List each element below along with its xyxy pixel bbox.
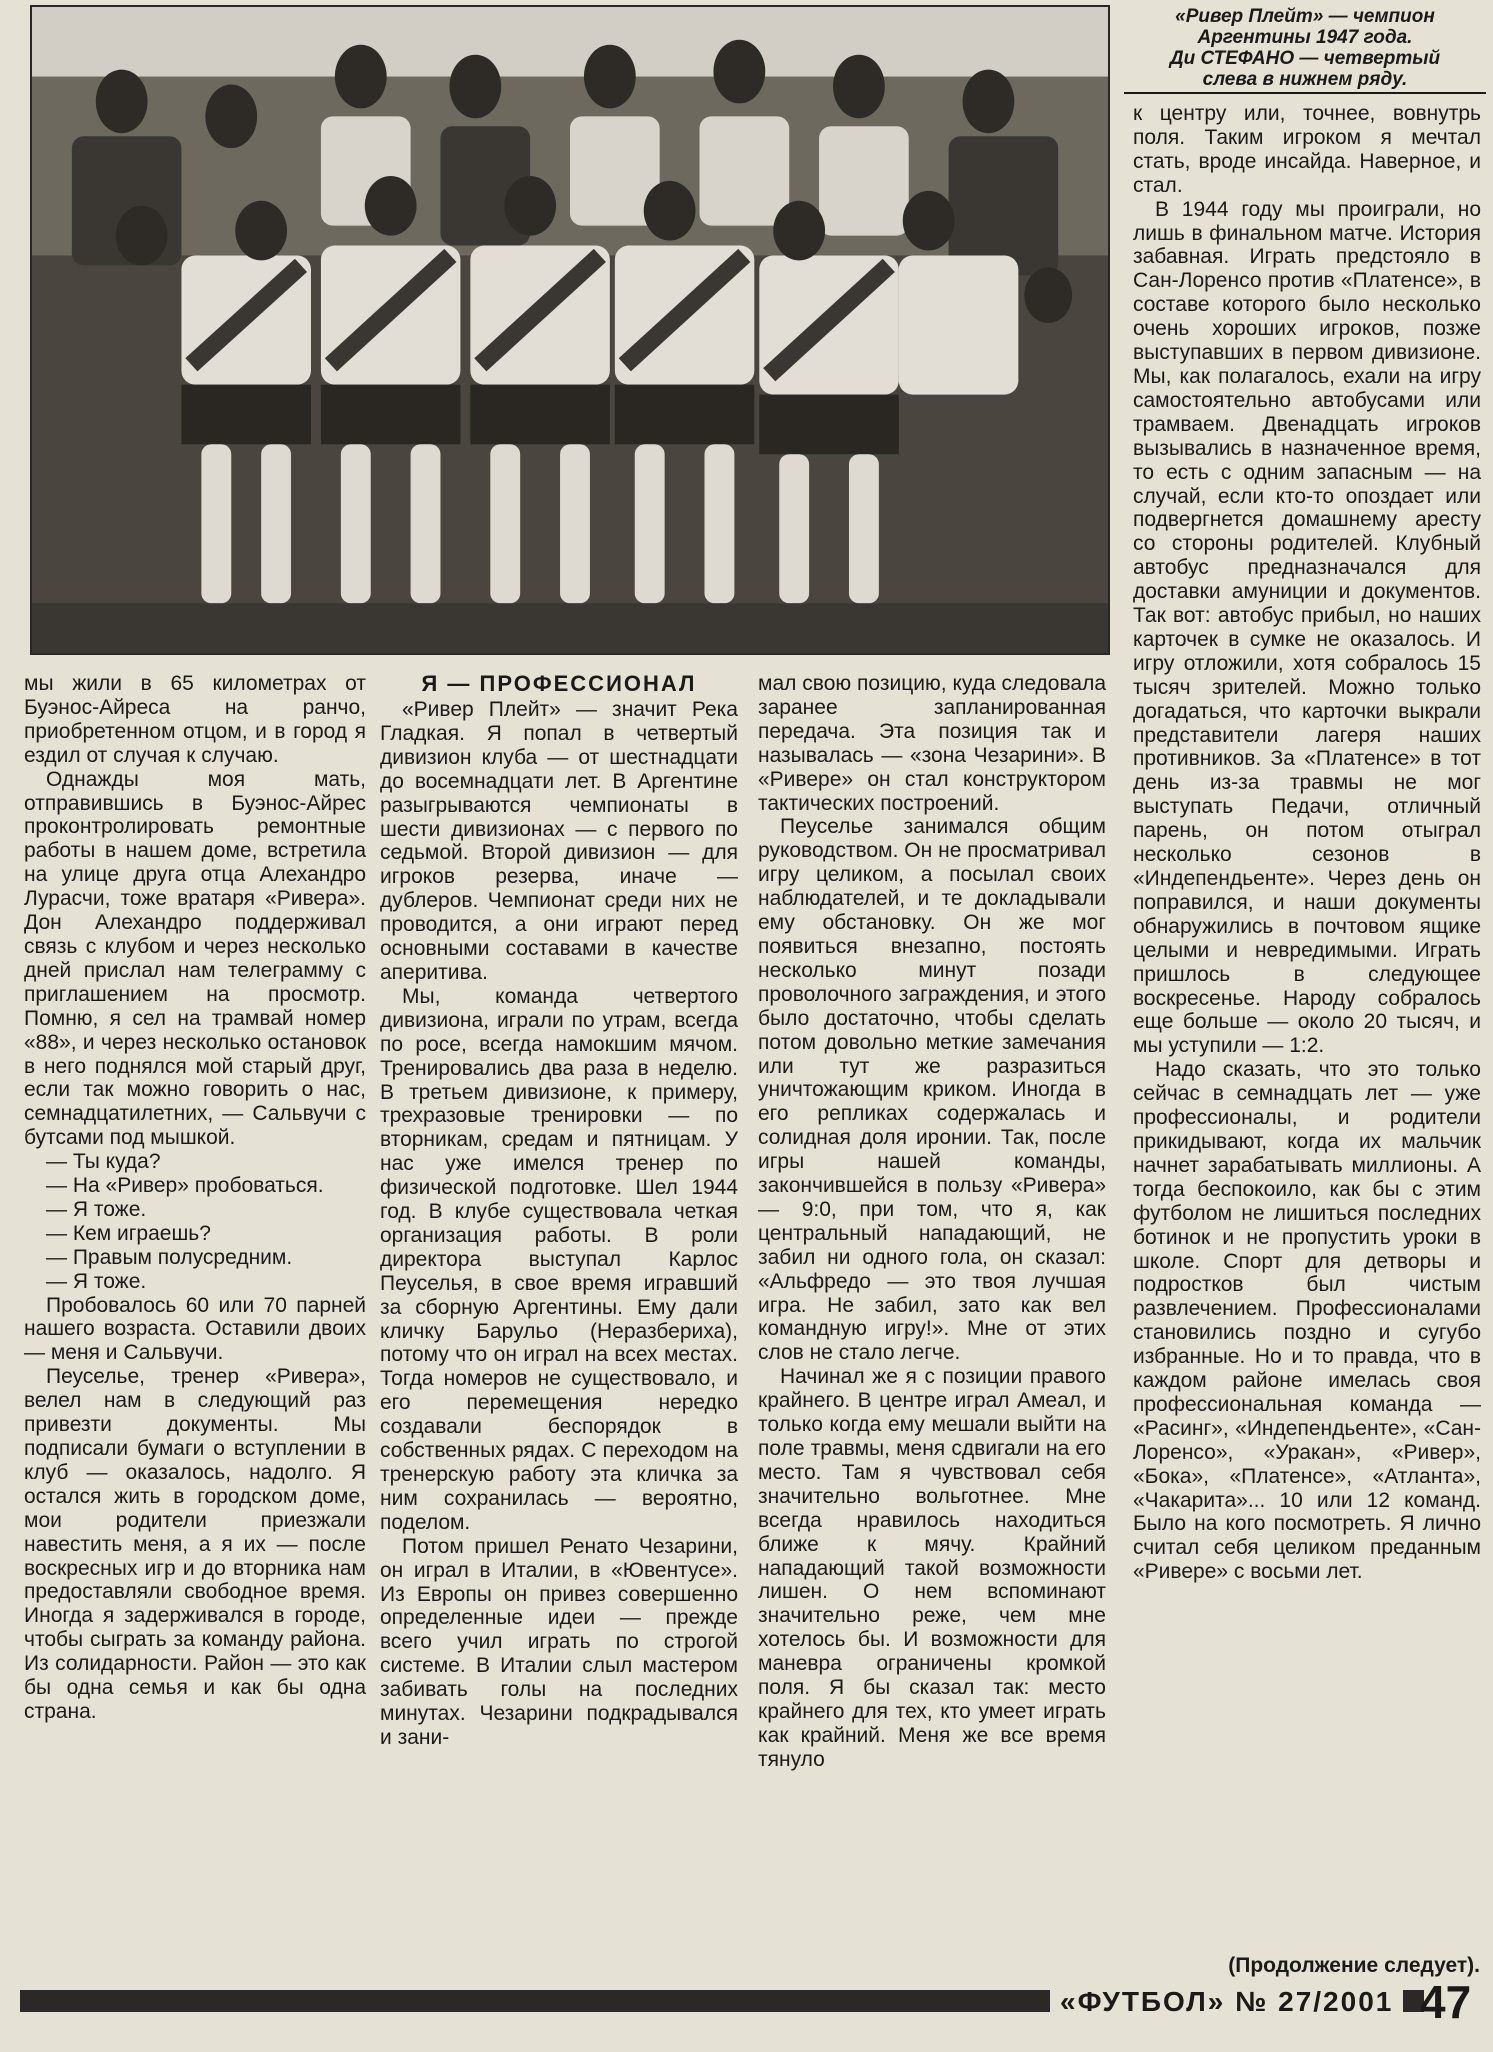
paragraph: мал свою позицию, куда следовала заранее запланированная передача. Эта позиция так и называлась — «зона Чезарини». В «Ривере» он стал конструктором тактических построений. [758,672,1106,815]
caption-line: слева в нижнем ряду. [1202,69,1408,90]
paragraph: мы жили в 65 километрах от Буэнос-Айреса на ранчо, приобретенном отцом, и в город я ездил от случая к случаю. [24,672,366,767]
caption-line: «Ривер Плейт» — чемпион [1175,6,1435,27]
caption-line: Аргентины 1947 года. [1197,27,1413,48]
magazine-issue: «ФУТБОЛ» № 27/2001 [1050,1988,1403,2016]
section-heading: Я — ПРОФЕССИОНАЛ [421,671,697,696]
page-number: 47 [1420,1976,1472,2028]
paragraph: Пеусельe, тренер «Ривера», велел нам в следующий раз привезти документы. Мы подписали бумаги о вступлении в клуб — оказалось, надолго. Я остался жить в городском доме, мои родители приезжали навестить меня, а я их — после воскресных игр и до вторника нам предоставляли свободное время. Иногда я задерживался в городе, чтобы сыграть за команду района. Из солидарности. Район — это как бы одна семья и как бы одна страна. [24,1365,366,1723]
article-column-4 [1133,102,1481,1584]
paragraph: Начинал же я с позиции правого крайнего. В центре играл Амеал, и только когда ему мешали выйти на поле травмы, меня сдвигали на его место. Там я чувствовал себя значительно вольготнее. Мне всегда нравилось находиться ближе к мячу. Крайний нападающий такой возможности лишен. О нем вспоминают значительно реже, чем мне хотелось бы. И возможности для маневра ограничены кромкой поля. Я бы сказал так: место крайнего для тех, кто умеет играть как крайний. Меня же все время тянуло [758,1365,1106,1771]
dialogue-line: — Я тоже. [46,1269,147,1293]
team-photo-image [32,7,1108,653]
photo-caption [1130,6,1480,90]
paragraph: «Ривер Плейт» — значит Река Гладкая. Я попал в четвертый дивизион клуба — от шестнадцати до восемнадцати лет. В Аргентине разыгрываются чемпионаты в шести дивизионах — с первого по седьмой. Второй дивизион — для игроков резерва, иначе — дублеров. Чемпионат среди них не проводится, а они играют перед основными составами в качестве аперитива. [380,698,738,984]
article-column-3 [758,672,1106,1772]
paragraph: Мы, команда четвертого дивизиона, играли по утрам, всегда по росе, всегда намокшим мячом. Тренировались два раза в неделю. В третьем дивизионе, к примеру, трехразовые тренировки — по вторникам, средам и пятницам. У нас уже имелся тренер по физической подготовке. Шел 1944 год. В клубе существовала четкая организация работы. В роли директора выступал Карлос Пеуселья, в свое время игравший за сборную Аргентины. Ему дали кличку Барульо (Неразбериха), потому что он играл на всех местах. Тогда номеров не существовало, и его перемещения нередко создавали беспорядок в собственных рядах. С переходом на тренерскую работу эта кличка за ним сохранилась — вероятно, поделом. [380,984,738,1534]
team-photo [30,5,1110,655]
paragraph: В 1944 году мы проиграли, но лишь в финальном матче. История забавная. Играть предстояло в Сан-Лоренсо против «Платенсе», в составе которого было несколько очень хороших игроков, позже выступавших в первом дивизионе. Мы, как полагалось, ехали на игру самостоятельно автобусами или трамваем. Двенадцать игроков вызывались в назначенное время, то есть с одним запасным — на случай, если кто-то опоздает или подвергнется домашнему аресту со стороны родителей. Клубный автобус предназначался для доставки амуниции и документов. Так вот: автобус прибыл, но наших карточек в сумке не оказалось. И игру отложили, хотя собралось 15 тысяч зрителей. Можно только догадаться, что карточки выкрали представители лагеря наших противников. За «Платенсе» в тот день из-за травмы не мог выступать Педачи, отличный парень, он потом отыграл несколько сезонов в «Индепендьенте». Через день он поправился, и наши документы обнаружились в почтовом ящике целыми и невредимыми. Играть пришлось в следующее воскресенье. Народу собралось еще больше — около 20 тысяч, и мы уступили — 1:2. [1133,197,1481,1058]
dialogue-line: — На «Ривер» пробоваться. [46,1174,324,1198]
paragraph: Пеуселье занимался общим руководством. Он не просматривал игру целиком, а посылал своих наблюдателей, и те докладывали ему обстановку. Он же мог появиться внезапно, постоять несколько минут позади проволочного заграждения, и этого было достаточно, чтобы сделать потом довольно меткие замечания или тут же разразиться уничтожающим криком. Иногда в его репликах содержалась и солидная доля иронии. Так, после игры нашей команды, закончившейся в пользу «Ривера» — 9:0, при том, что я, как центральный нападающий, не забил ни одного гола, он сказал: «Альфредо — это твоя лучшая игра. Не забил, зато как вел командную игру!». Мне от этих слов не стало легче. [758,815,1106,1365]
paragraph: Пробовалось 60 или 70 парней нашего возраста. Оставили двоих — меня и Сальвучи. [24,1293,366,1365]
dialogue-line: — Правым полусредним. [46,1245,293,1269]
dialogue-line: — Я тоже. [46,1197,147,1221]
paragraph: к центру или, точнее, вовнутрь поля. Таким игроком я мечтал стать, вроде инсайда. Наверное, и стал. [1133,102,1481,197]
caption-line: Ди СТЕФАНО — четвертый [1169,48,1441,69]
caption-divider [1124,92,1486,94]
article-column-1 [24,672,366,1724]
dialogue-line: — Ты куда? [46,1150,161,1174]
paragraph: Однажды моя мать, отправившись в Буэнос-Айрес проконтролировать ремонтные работы в нашем доме, встретила на улице друга отца Алехандро Лурасчи, тоже вратаря «Ривера». Дон Алехандро поддерживал связь с клубом и через несколько дней прислал нам телеграмму с приглашением на просмотр. Помню, я сел на трамвай номер «88», и через несколько остановок в него поднялся мой старый друг, если так можно говорить о нас, семнадцатилетних, — Сальвучи с бутсами под мышкой. [24,767,366,1150]
paragraph: Потом пришел Ренато Чезарини, он играл в Италии, в «Ювентусе». Из Европы он привез совершенно определенные идеи — прежде всего учил играть по строгой системе. В Италии слыл мастером забивать голы на последних минутах. Чезарини подкрадывался и зани- [380,1534,738,1749]
dialogue-line: — Кем играешь? [46,1221,211,1245]
article-column-2 [380,672,738,1750]
continued-note: (Продолжение следует). [1228,1954,1480,1977]
paragraph: Надо сказать, что это только сейчас в семнадцать лет — уже профессионалы, и родители прикидывают, когда их мальчик начнет зарабатывать миллионы. А тогда беспокоило, как бы с этим футболом не лишиться последних ботинок и не пропустить уроки в школе. Спорт для детворы и подростков был чистым развлечением. Профессионалами становились поздно и сугубо избранные. Но и то правда, что в каждом районе имелась своя профессиональная команда — «Расинг», «Индепендьенте», «Сан-Лоренсо», «Уракан», «Ривер», «Бока», «Платенсе», «Атланта», «Чакарита»... 10 или 12 команд. Было на кого посмотреть. Я лично считал себя целиком преданным «Риверe» с восьми лет. [1133,1058,1481,1584]
